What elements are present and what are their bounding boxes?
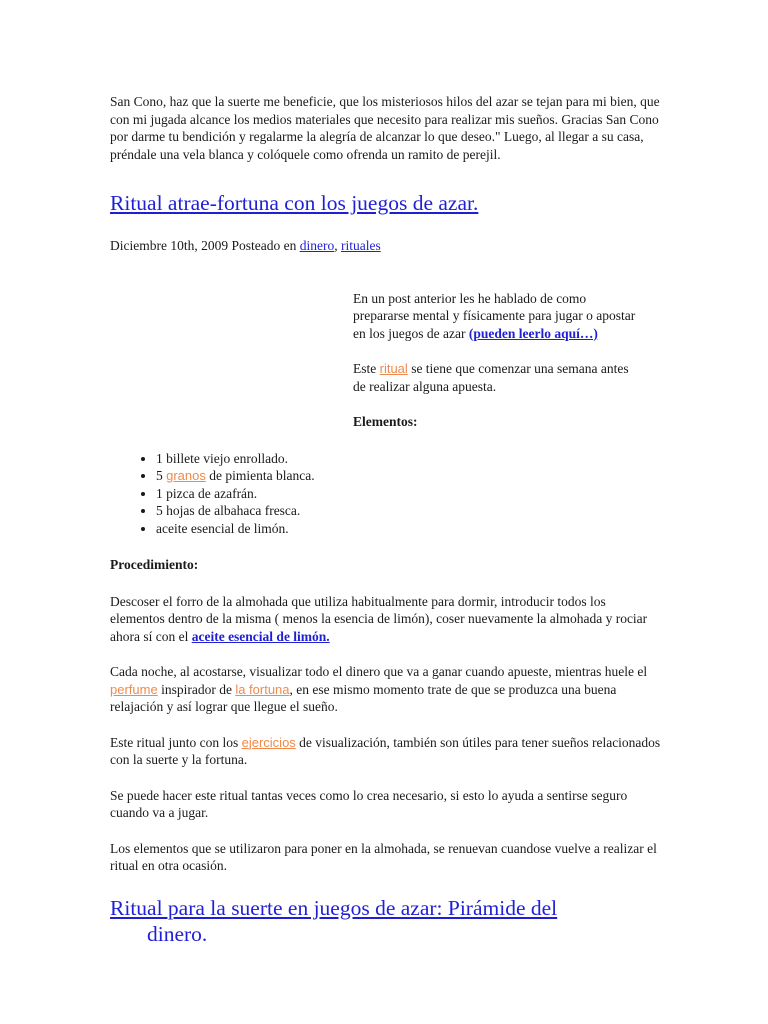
procedure-paragraph-4: Se puede hacer este ritual tantas veces como lo crea necesario, si esto lo ayuda a sentirse seguro cuando va a jugar. xyxy=(110,787,628,820)
keyword-link-perfume[interactable]: perfume xyxy=(110,681,158,697)
procedure-paragraph-2 xyxy=(110,663,662,716)
next-post-title-line-2[interactable]: dinero. xyxy=(147,921,208,946)
procedure-3-pre: Este ritual junto con los xyxy=(110,734,242,750)
procedure-paragraph-3 xyxy=(110,734,662,769)
procedure-paragraph-5: Los elementos que se utilizaron para poner en la almohada, se renuevan cuandose vuelve a realizar el ritual en otra ocasión. xyxy=(110,840,657,873)
list-item-text: 1 pizca de azafrán. xyxy=(156,485,258,501)
ritual-start-paragraph xyxy=(353,360,643,395)
elements-list xyxy=(110,450,662,538)
procedure-3-post: de visualización, también son útiles para tener sueños relacionados con la suerte y la fortuna. xyxy=(110,734,661,767)
post-meta xyxy=(110,237,662,255)
list-item-text: 5 hojas de albahaca fresca. xyxy=(156,503,301,518)
list-item xyxy=(156,450,662,468)
keyword-link-ritual[interactable]: ritual xyxy=(379,361,408,376)
list-item xyxy=(156,520,662,538)
ritual-start-pre: Este xyxy=(353,361,380,376)
intro-paragraph: San Cono, haz que la suerte me beneficie, que los misteriosos hilos del azar se tejan para mi bien, que con mi jugada alcance los medios materiales que necesito para realizar mis sueños. Gracias San Cono por darme tu bendición y regalarme la alegría de alcanzar lo que deseo." Luego, al llegar a su casa, préndale una vela blanca y colóquele como ofrenda un ramito de perejil. xyxy=(110,94,660,162)
list-item-text: 1 billete viejo enrollado. xyxy=(156,450,288,466)
aceite-link[interactable]: aceite esencial de limón. xyxy=(191,628,330,644)
category-link-dinero[interactable]: dinero xyxy=(299,238,335,253)
next-post-title-line-1[interactable]: Ritual para la suerte en juegos de azar: Pirámide del xyxy=(110,895,558,920)
keyword-link-la-fortuna[interactable]: la fortuna xyxy=(235,681,290,697)
intro-column-text: En un post anterior les he hablado de como prepararse mental y físicamente para jugar o apostar en los juegos de azar xyxy=(353,290,636,341)
list-item xyxy=(156,467,662,485)
post-date: Diciembre 10th, 2009 Posteado en xyxy=(110,238,300,253)
procedure-1-text: Descoser el forro de la almohada que utiliza habitualmente para dormir, introducir todos los elementos dentro de la misma ( menos la esencia de limón), coser nuevamente la almohada y rociar ahora sí con el xyxy=(110,593,648,644)
ritual-start-post: se tiene que comenzar una semana antes de realizar alguna apuesta. xyxy=(353,361,629,394)
list-item-text: de pimienta blanca. xyxy=(205,468,315,483)
post-title-link[interactable]: Ritual atrae-fortuna con los juegos de azar. xyxy=(110,191,479,215)
list-item xyxy=(156,502,662,520)
procedure-2-pre: Cada noche, al acostarse, visualizar todo el dinero que va a ganar cuando apueste, mientras huele el xyxy=(110,664,648,679)
list-item xyxy=(156,485,662,503)
intro-column-paragraph xyxy=(353,290,643,343)
read-more-link[interactable]: (pueden leerlo aquí…) xyxy=(468,325,598,341)
procedure-2-mid: inspirador de xyxy=(157,681,236,697)
list-item-text: 5 xyxy=(156,468,167,483)
next-post-title-link[interactable] xyxy=(110,895,662,947)
elements-heading: Elementos: xyxy=(353,414,418,429)
list-item-text: aceite esencial de limón. xyxy=(156,520,289,536)
keyword-link-granos[interactable]: granos xyxy=(166,468,206,483)
procedure-paragraph-1 xyxy=(110,593,662,646)
category-link-rituales[interactable]: rituales xyxy=(340,238,381,253)
procedure-heading: Procedimiento: xyxy=(110,557,199,572)
procedure-2-post: , en ese mismo momento trate de que se produzca una buena relajación y así lograr que llegue el sueño. xyxy=(110,681,617,714)
keyword-link-ejercicios[interactable]: ejercicios xyxy=(241,734,296,750)
intro-column xyxy=(353,290,643,431)
category-separator: , xyxy=(334,238,341,253)
article-page xyxy=(110,93,662,947)
